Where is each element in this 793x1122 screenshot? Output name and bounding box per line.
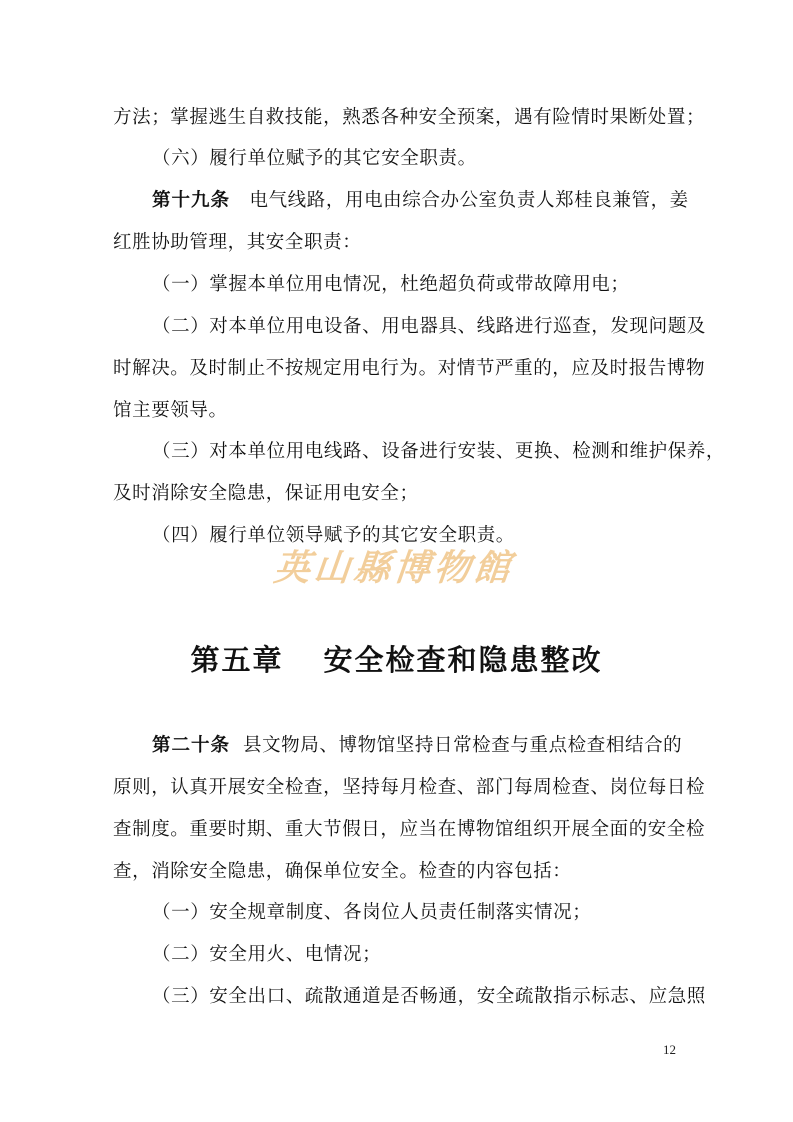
article-20-text: 县文物局、博物馆坚持日常检查与重点检查相结合的 [242,735,683,756]
paragraph-line: （三）对本单位用电线路、设备进行安装、更换、检测和维护保养， [152,441,726,462]
paragraph-line: 查，消除安全隐患，确保单位安全。检查的内容包括： [113,861,572,882]
paragraph-line: 时解决。及时制止不按规定用电行为。对情节严重的，应及时报告博物 [113,358,706,379]
chapter-title: 安全检查和隐患整改 [323,643,603,677]
museum-seal-watermark: 英山縣博物館 [271,547,517,589]
paragraph-line: （六）履行单位赋予的其它安全职责。 [152,148,477,169]
paragraph-line: 及时消除安全隐患，保证用电安全； [113,483,419,504]
paragraph-line: 原则，认真开展安全检查，坚持每月检查、部门每周检查、岗位每日检 [113,777,706,798]
paragraph-line: （三）安全出口、疏散通道是否畅通，安全疏散指示标志、应急照 [152,986,706,1007]
article-20-heading: 第二十条 [152,735,231,756]
paragraph-line: （四）履行单位领导赋予的其它安全职责。 [152,525,515,546]
article-19-line [152,189,688,213]
paragraph-line: （二）安全用火、电情况； [152,944,382,965]
paragraph-line: （一）掌握本单位用电情况，杜绝超负荷或带故障用电； [152,274,630,295]
article-19-heading: 第十九条 [152,190,231,211]
page-number: 12 [663,1042,676,1057]
paragraph-line: 馆主要领导。 [113,400,228,421]
chapter-number: 第五章 [190,643,284,677]
paragraph-line: （一）安全规章制度、各岗位人员责任制落实情况； [152,902,592,923]
chapter-heading [0,640,793,680]
paragraph-line: （二）对本单位用电设备、用电器具、线路进行巡查，发现问题及 [152,316,706,337]
paragraph-line: 方法；掌握逃生自救技能，熟悉各种安全预案，遇有险情时果断处置； [113,107,706,128]
paragraph-line: 查制度。重要时期、重大节假日，应当在博物馆组织开展全面的安全检 [113,819,706,840]
paragraph-line: 红胜协助管理，其安全职责： [113,232,362,253]
article-20-line [152,734,688,758]
article-19-text: 电气线路，用电由综合办公室负责人郑桂良兼管，姜 [249,190,689,211]
